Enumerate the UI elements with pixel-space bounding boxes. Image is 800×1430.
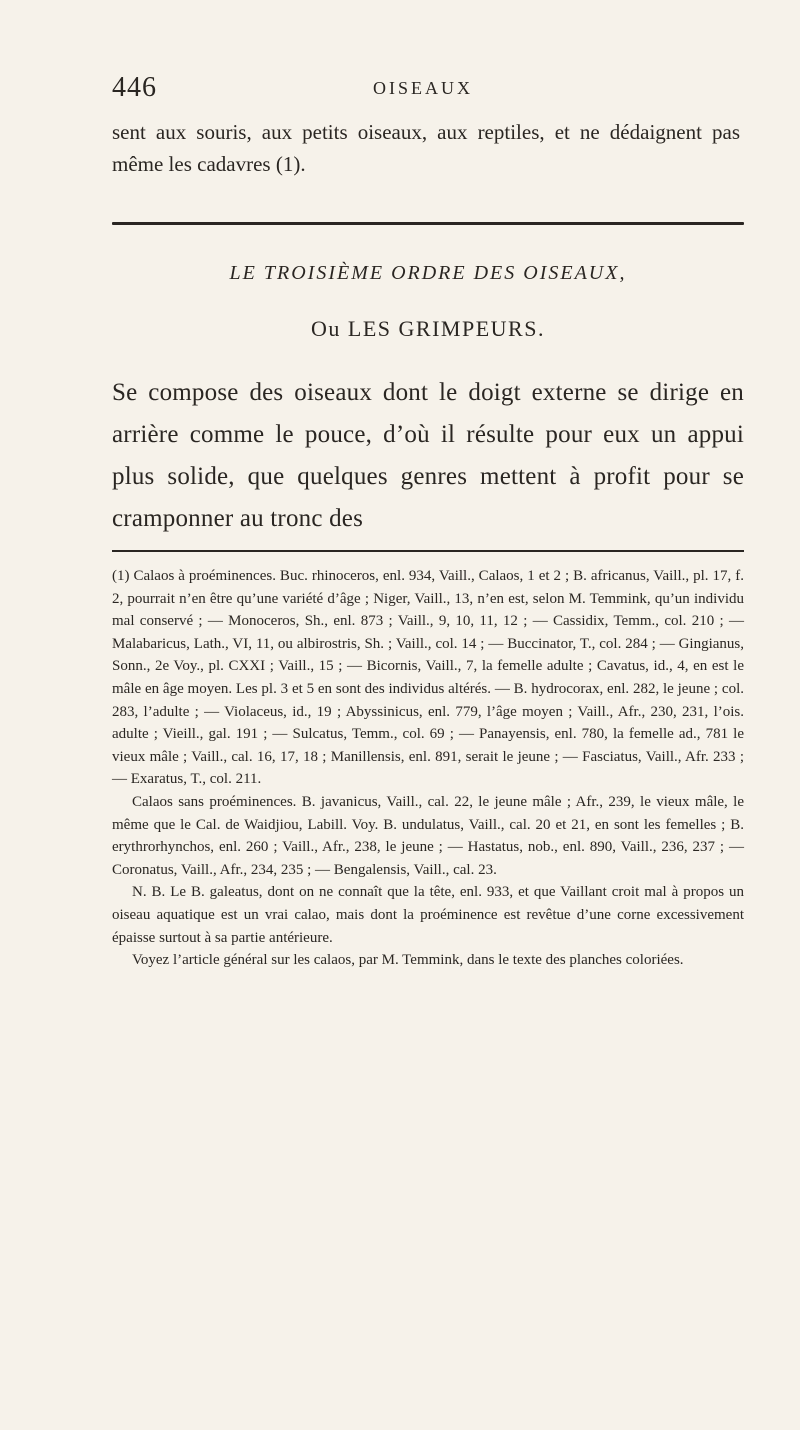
continuation-paragraph: sent aux souris, aux petits oiseaux, aux reptiles, et ne dédaignent pas même les cadavres (1).: [112, 120, 740, 176]
page-number: 446: [112, 72, 157, 103]
footnote-paragraph: N. B. Le B. galeatus, dont on ne connaît que la tête, enl. 933, et que Vaillant croit mal à propos un oiseau aquatique est un vrai calao, mais dont la proéminence est revêtue d’une corne excessivement épaisse surtout à sa partie antérieure.: [112, 884, 744, 946]
footnote-divider: [112, 550, 744, 552]
footnote-paragraph: Voyez l’article général sur les calaos, par M. Temmink, dans le texte des planches coloriées.: [132, 952, 684, 969]
section-body-paragraph: Se compose des oiseaux dont le doigt externe se dirige en arrière comme le pouce, d’où il résulte pour eux un appui plus solide, que quelques genres mettent à profit pour se cramponner au tronc des: [112, 379, 744, 532]
footnotes: [112, 565, 744, 972]
section-title: LE TROISIÈME ORDRE DES OISEAUX,: [229, 262, 627, 284]
page-header: [112, 72, 734, 106]
footnote-paragraph: (1) Calaos à proéminences. Buc. rhinoceros, enl. 934, Vaill., Calaos, 1 et 2 ; B. africanus, Vaill., pl. 17, f. 2, pourrait n’en être qu’une variété d’âge ; Niger, Vaill., 13, n’en est, selon M. Temmink, qu’un individu mal conservé ; — Monoceros, Sh., enl. 873 ; Vaill., 9, 10, 11, 12 ; — Cassidix, Temm., col. 210 ; — Malabaricus, Lath., VI, 11, ou albirostris, Sh. ; Vaill., col. 14 ; — Buccinator, T., col. 284 ; — Gingianus, Sonn., 2e Voy., pl. CXXI ; Vaill., 15 ; — Bicornis, Vaill., 7, la femelle adulte ; Cavatus, id., 4, en est le mâle en âge moyen. Les pl. 3 et 5 en sont des individus altérés. — B. hydrocorax, enl. 282, le jeune ; col. 283, l’adulte ; — Violaceus, id., 19 ; Abyssinicus, enl. 779, l’âge moyen ; Vaill., Afr., 230, 231, l’ois. adulte ; Vieill., gal. 191 ; — Sulcatus, Temm., col. 69 ; — Panayensis, enl. 780, la femelle ad., 781 le vieux mâle ; Vaill., cal. 16, 17, 18 ; Manillensis, enl. 891, serait le jeune ; — Fasciatus, Vaill., Afr. 233 ; — Exaratus, T., col. 211.: [112, 568, 744, 788]
footnote-paragraph: Calaos sans proéminences. B. javanicus, Vaill., cal. 22, le jeune mâle ; Afr., 239, le vieux mâle, le même que le Cal. de Waidjiou, Labill. Voy. B. undulatus, Vaill., cal. 20 et 21, en sont les femelles ; B. erythrorhynchos, enl. 260 ; Vaill., Afr., 238, le jeune ; — Hastatus, nob., enl. 890, Vaill., 236, 237 ; — Coronatus, Vaill., Afr., 234, 235 ; — Bengalensis, Vaill., cal. 23.: [112, 793, 744, 878]
section-divider: [112, 222, 744, 225]
section-subtitle: Ou LES GRIMPEURS.: [311, 316, 545, 341]
running-head: OISEAUX: [373, 78, 473, 98]
